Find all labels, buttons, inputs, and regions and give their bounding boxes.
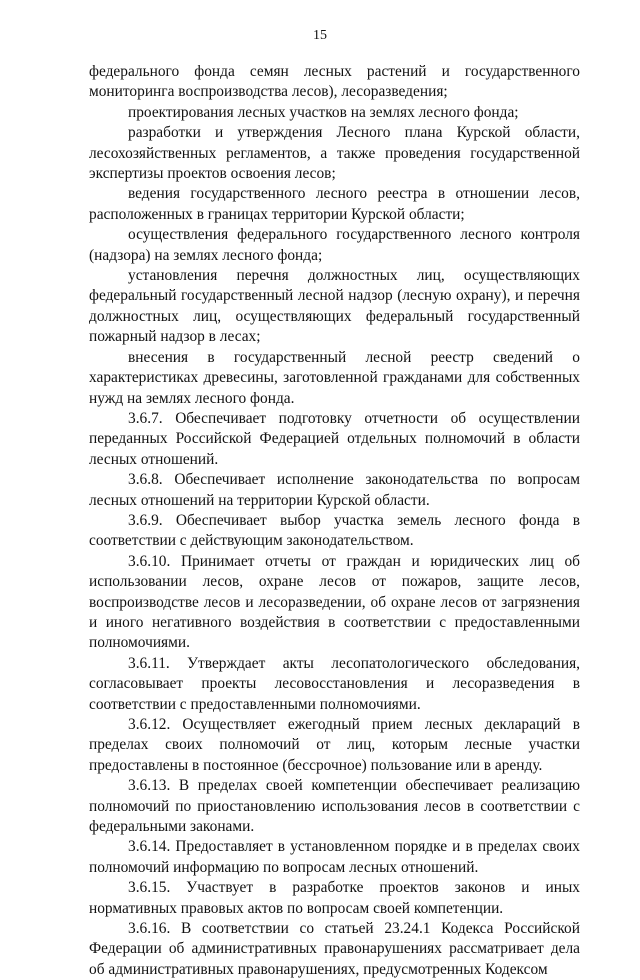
paragraph: 3.6.10. Принимает отчеты от граждан и юридических лиц об использовании лесов, охране лесов от пожаров, защите лесов, воспроизводстве лесов и лесоразведении, об охране лесов от загрязнения и иного негативного воздействия в соответствии с предоставленными полномочиями.: [89, 552, 580, 652]
paragraph: ведения государственного лесного реестра в отношении лесов, расположенных в границах территории Курской области;: [89, 185, 580, 223]
paragraph: 3.6.9. Обеспечивает выбор участка земель лесного фонда в соответствии с действующим законодательством.: [89, 511, 580, 550]
paragraph: 3.6.15. Участвует в разработке проектов законов и иных нормативных правовых актов по вопросам своей компетенции.: [89, 879, 580, 917]
paragraph: 3.6.14. Предоставляет в установленном порядке и в пределах своих полномочий информацию по вопросам лесных отношений.: [89, 838, 580, 876]
paragraph: разработки и утверждения Лесного плана Курской области, лесохозяйственных регламентов, а также проведения государственной экспертизы проектов освоения лесов;: [89, 124, 580, 183]
paragraph: 3.6.11. Утверждает акты лесопатологического обследования, согласовывает проекты лесовосстановления и лесоразведения в соответствии с предоставленными полномочиями.: [89, 654, 580, 713]
paragraph: 3.6.7. Обеспечивает подготовку отчетности об осуществлении переданных Российской Федерацией отдельных полномочий в области лесных отношений.: [89, 409, 580, 468]
paragraph: установления перечня должностных лиц, осуществляющих федеральный государственный лесной надзор (лесную охрану), и перечня должностных лиц, осуществляющих федеральный государственный пожарный надзор в лесах;: [89, 267, 580, 346]
paragraph: внесения в государственный лесной реестр сведений о характеристиках древесины, заготовленной гражданами для собственных нужд на землях лесного фонда.: [89, 348, 580, 407]
page-number: 15: [313, 28, 327, 43]
paragraph: 3.6.13. В пределах своей компетенции обеспечивает реализацию полномочий по приостановлению использования лесов в соответствии с федеральными законами.: [89, 777, 580, 836]
paragraph: федерального фонда семян лесных растений и государственного мониторинга воспроизводства лесов), лесоразведения;: [89, 63, 580, 101]
paragraph: 3.6.8. Обеспечивает исполнение законодательства по вопросам лесных отношений на территории Курской области.: [89, 471, 580, 509]
paragraph: осуществления федерального государственного лесного контроля (надзора) на землях лесного фонда;: [89, 226, 580, 264]
paragraph: 3.6.16. В соответствии со статьей 23.24.1 Кодекса Российской Федерации об административных правонарушениях рассматривает дела об административных правонарушениях, предусмотренных Кодексом: [89, 920, 580, 978]
paragraph: 3.6.12. Осуществляет ежегодный прием лесных деклараций в пределах своих полномочий от лиц, которым лесные участки предоставлены в постоянное (бессрочное) пользование или в аренду.: [89, 716, 580, 774]
paragraph: проектирования лесных участков на землях лесного фонда;: [128, 103, 519, 121]
document-body: [89, 62, 580, 980]
